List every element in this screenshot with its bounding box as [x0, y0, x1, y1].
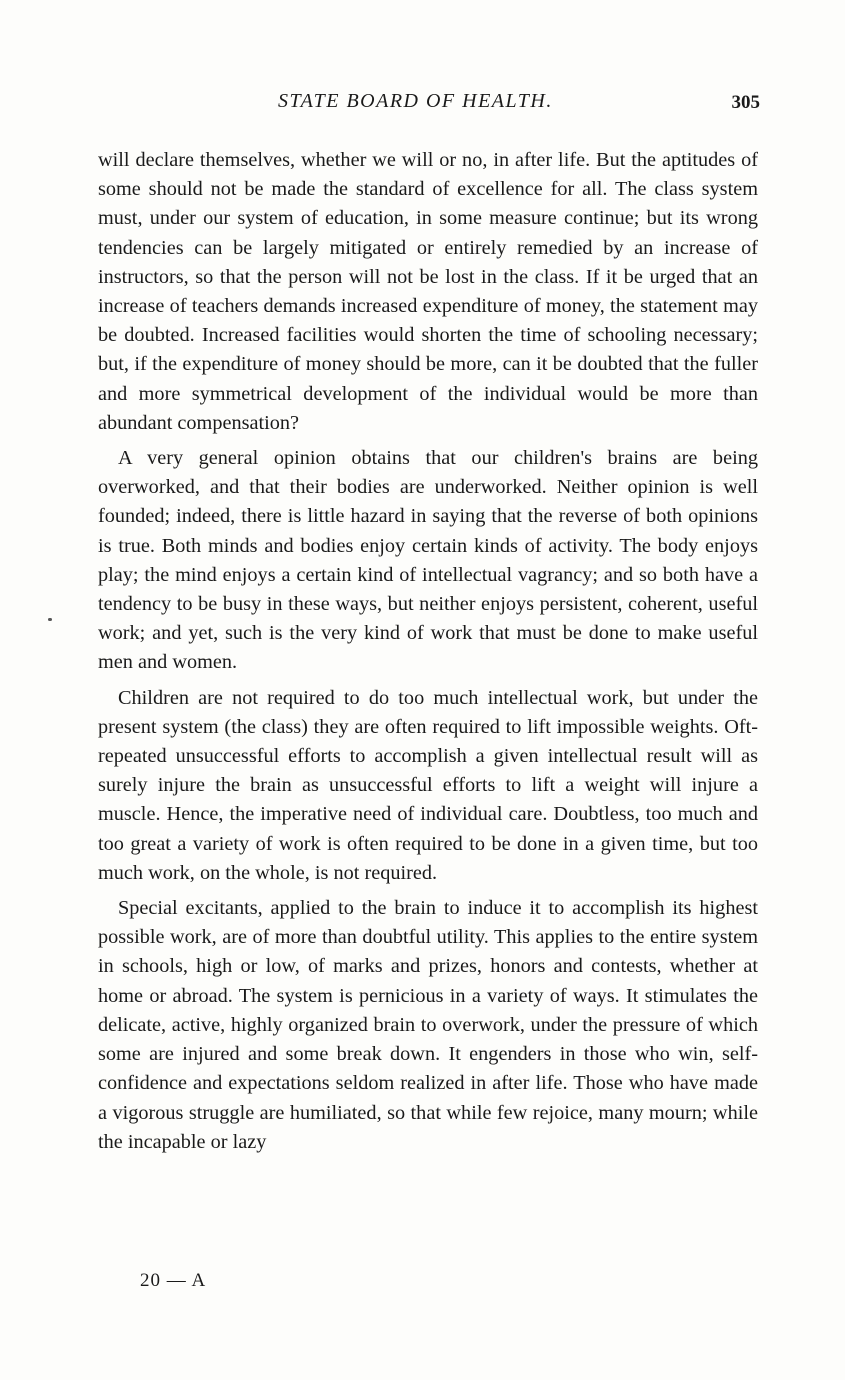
running-title: STATE BOARD OF HEALTH. — [278, 90, 553, 112]
signature-mark: 20 — A — [140, 1270, 207, 1291]
ink-speck — [48, 618, 52, 621]
body-text — [98, 146, 758, 1163]
paragraph-1: will declare themselves, whether we will or no, in after life. But the aptitudes of some should not be made the standard of excellence for all. The class system must, under our system of education, in some measure continue; but its wrong tendencies can be largely mitigated or entirely remedied by an increase of instructors, so that the person will not be lost in the class. If it be urged that an increase of teachers demands increased expenditure of money, the statement may be doubted. Increased facilities would shorten the time of schooling necessary; but, if the expenditure of money should be more, can it be doubted that the fuller and more symmetrical development of the individual would be more than abundant compensation? — [98, 149, 758, 434]
running-head — [270, 90, 770, 120]
paragraph-3: Children are not required to do too much intellectual work, but under the present system (the class) they are often required to lift impossible weights. Oft-repeated unsuccessful efforts to accomplish a given intellectual result will as surely injure the brain as unsuccessful efforts to lift a weight will injure a muscle. Hence, the imperative need of individual care. Doubtless, too much and too great a variety of work is often required to be done in a given time, but too much work, on the whole, is not required. — [98, 686, 758, 884]
paragraph-4: Special excitants, applied to the brain to induce it to accomplish its highest possible work, are of more than doubtful utility. This applies to the entire system in schools, high or low, of marks and prizes, honors and contests, whether at home or abroad. The system is pernicious in a variety of ways. It stimulates the delicate, active, highly organized brain to overwork, under the pressure of which some are injured and some break down. It engenders in those who win, self-confidence and expectations seldom realized in after life. Those who have made a vigorous struggle are humiliated, so that while few rejoice, many mourn; while the incapable or lazy — [98, 897, 758, 1153]
paragraph-2: A very general opinion obtains that our children's brains are being overworked, and that their bodies are underworked. Neither opinion is well founded; indeed, there is little hazard in saying that the reverse of both opinions is true. Both minds and bodies enjoy certain kinds of activity. The body enjoys play; the mind enjoys a certain kind of intellectual vagrancy; and so both have a tendency to be busy in these ways, but neither enjoys persistent, coherent, useful work; and yet, such is the very kind of work that must be done to make useful men and women. — [98, 447, 758, 674]
page-number: 305 — [731, 92, 760, 113]
